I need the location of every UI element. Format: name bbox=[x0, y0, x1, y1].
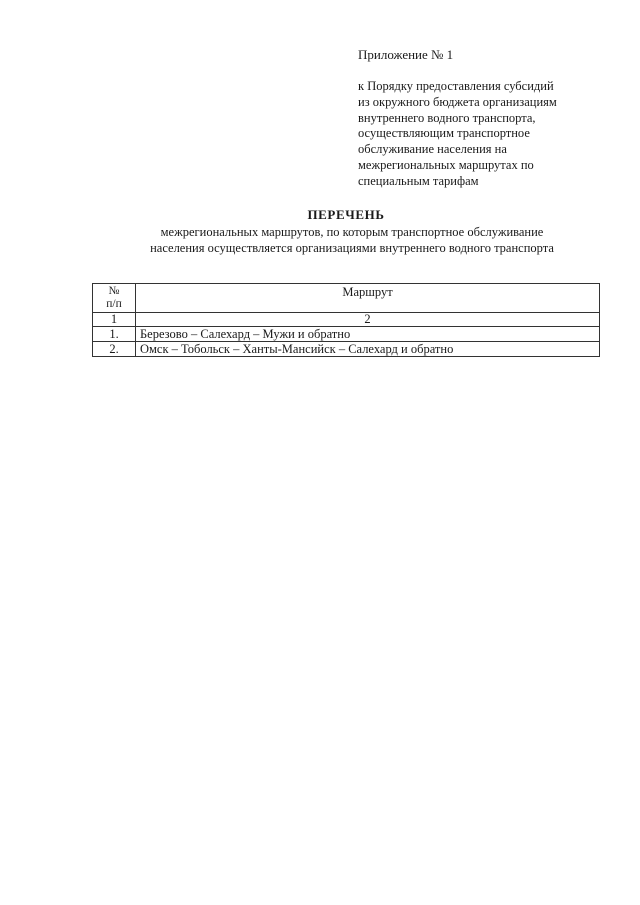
header-number-symbol: № bbox=[108, 285, 120, 297]
row-number: 1. bbox=[93, 327, 136, 342]
appendix-line: внутреннего водного транспорта, bbox=[358, 110, 536, 125]
table-row bbox=[93, 342, 600, 357]
appendix-number: Приложение № 1 bbox=[358, 47, 454, 62]
appendix-line: специальным тарифам bbox=[358, 173, 479, 188]
table-header-row bbox=[93, 284, 600, 313]
document-title: ПЕРЕЧЕНЬ bbox=[307, 207, 385, 222]
routes-table bbox=[92, 283, 600, 357]
subtitle-line: населения осуществляется организациями внутреннего водного транспорта bbox=[150, 241, 554, 255]
appendix-line: обслуживание населения на bbox=[358, 142, 507, 157]
table-index-row bbox=[93, 313, 600, 327]
index-cell: 1 bbox=[93, 313, 136, 327]
subtitle-line: межрегиональных маршрутов, по которым транспортное обслуживание bbox=[160, 225, 544, 239]
appendix-line: к Порядку предоставления субсидий bbox=[358, 79, 554, 93]
appendix-line: из окружного бюджета организациям bbox=[358, 94, 557, 109]
row-route: Березово – Салехард – Мужи и обратно bbox=[136, 327, 600, 342]
index-cell: 2 bbox=[136, 313, 600, 327]
document-subtitle bbox=[92, 224, 612, 256]
appendix-line: межрегиональных маршрутах по bbox=[358, 157, 534, 172]
appendix-reference bbox=[358, 79, 618, 190]
appendix-line: осуществляющим транспортное bbox=[358, 126, 530, 141]
row-route: Омск – Тобольск – Ханты-Мансийск – Салехард и обратно bbox=[136, 342, 600, 357]
header-route-cell: Маршрут bbox=[136, 284, 600, 313]
header-number-cell bbox=[93, 284, 136, 313]
row-number: 2. bbox=[93, 342, 136, 357]
header-number-abbr: п/п bbox=[106, 298, 122, 310]
table-row bbox=[93, 327, 600, 342]
